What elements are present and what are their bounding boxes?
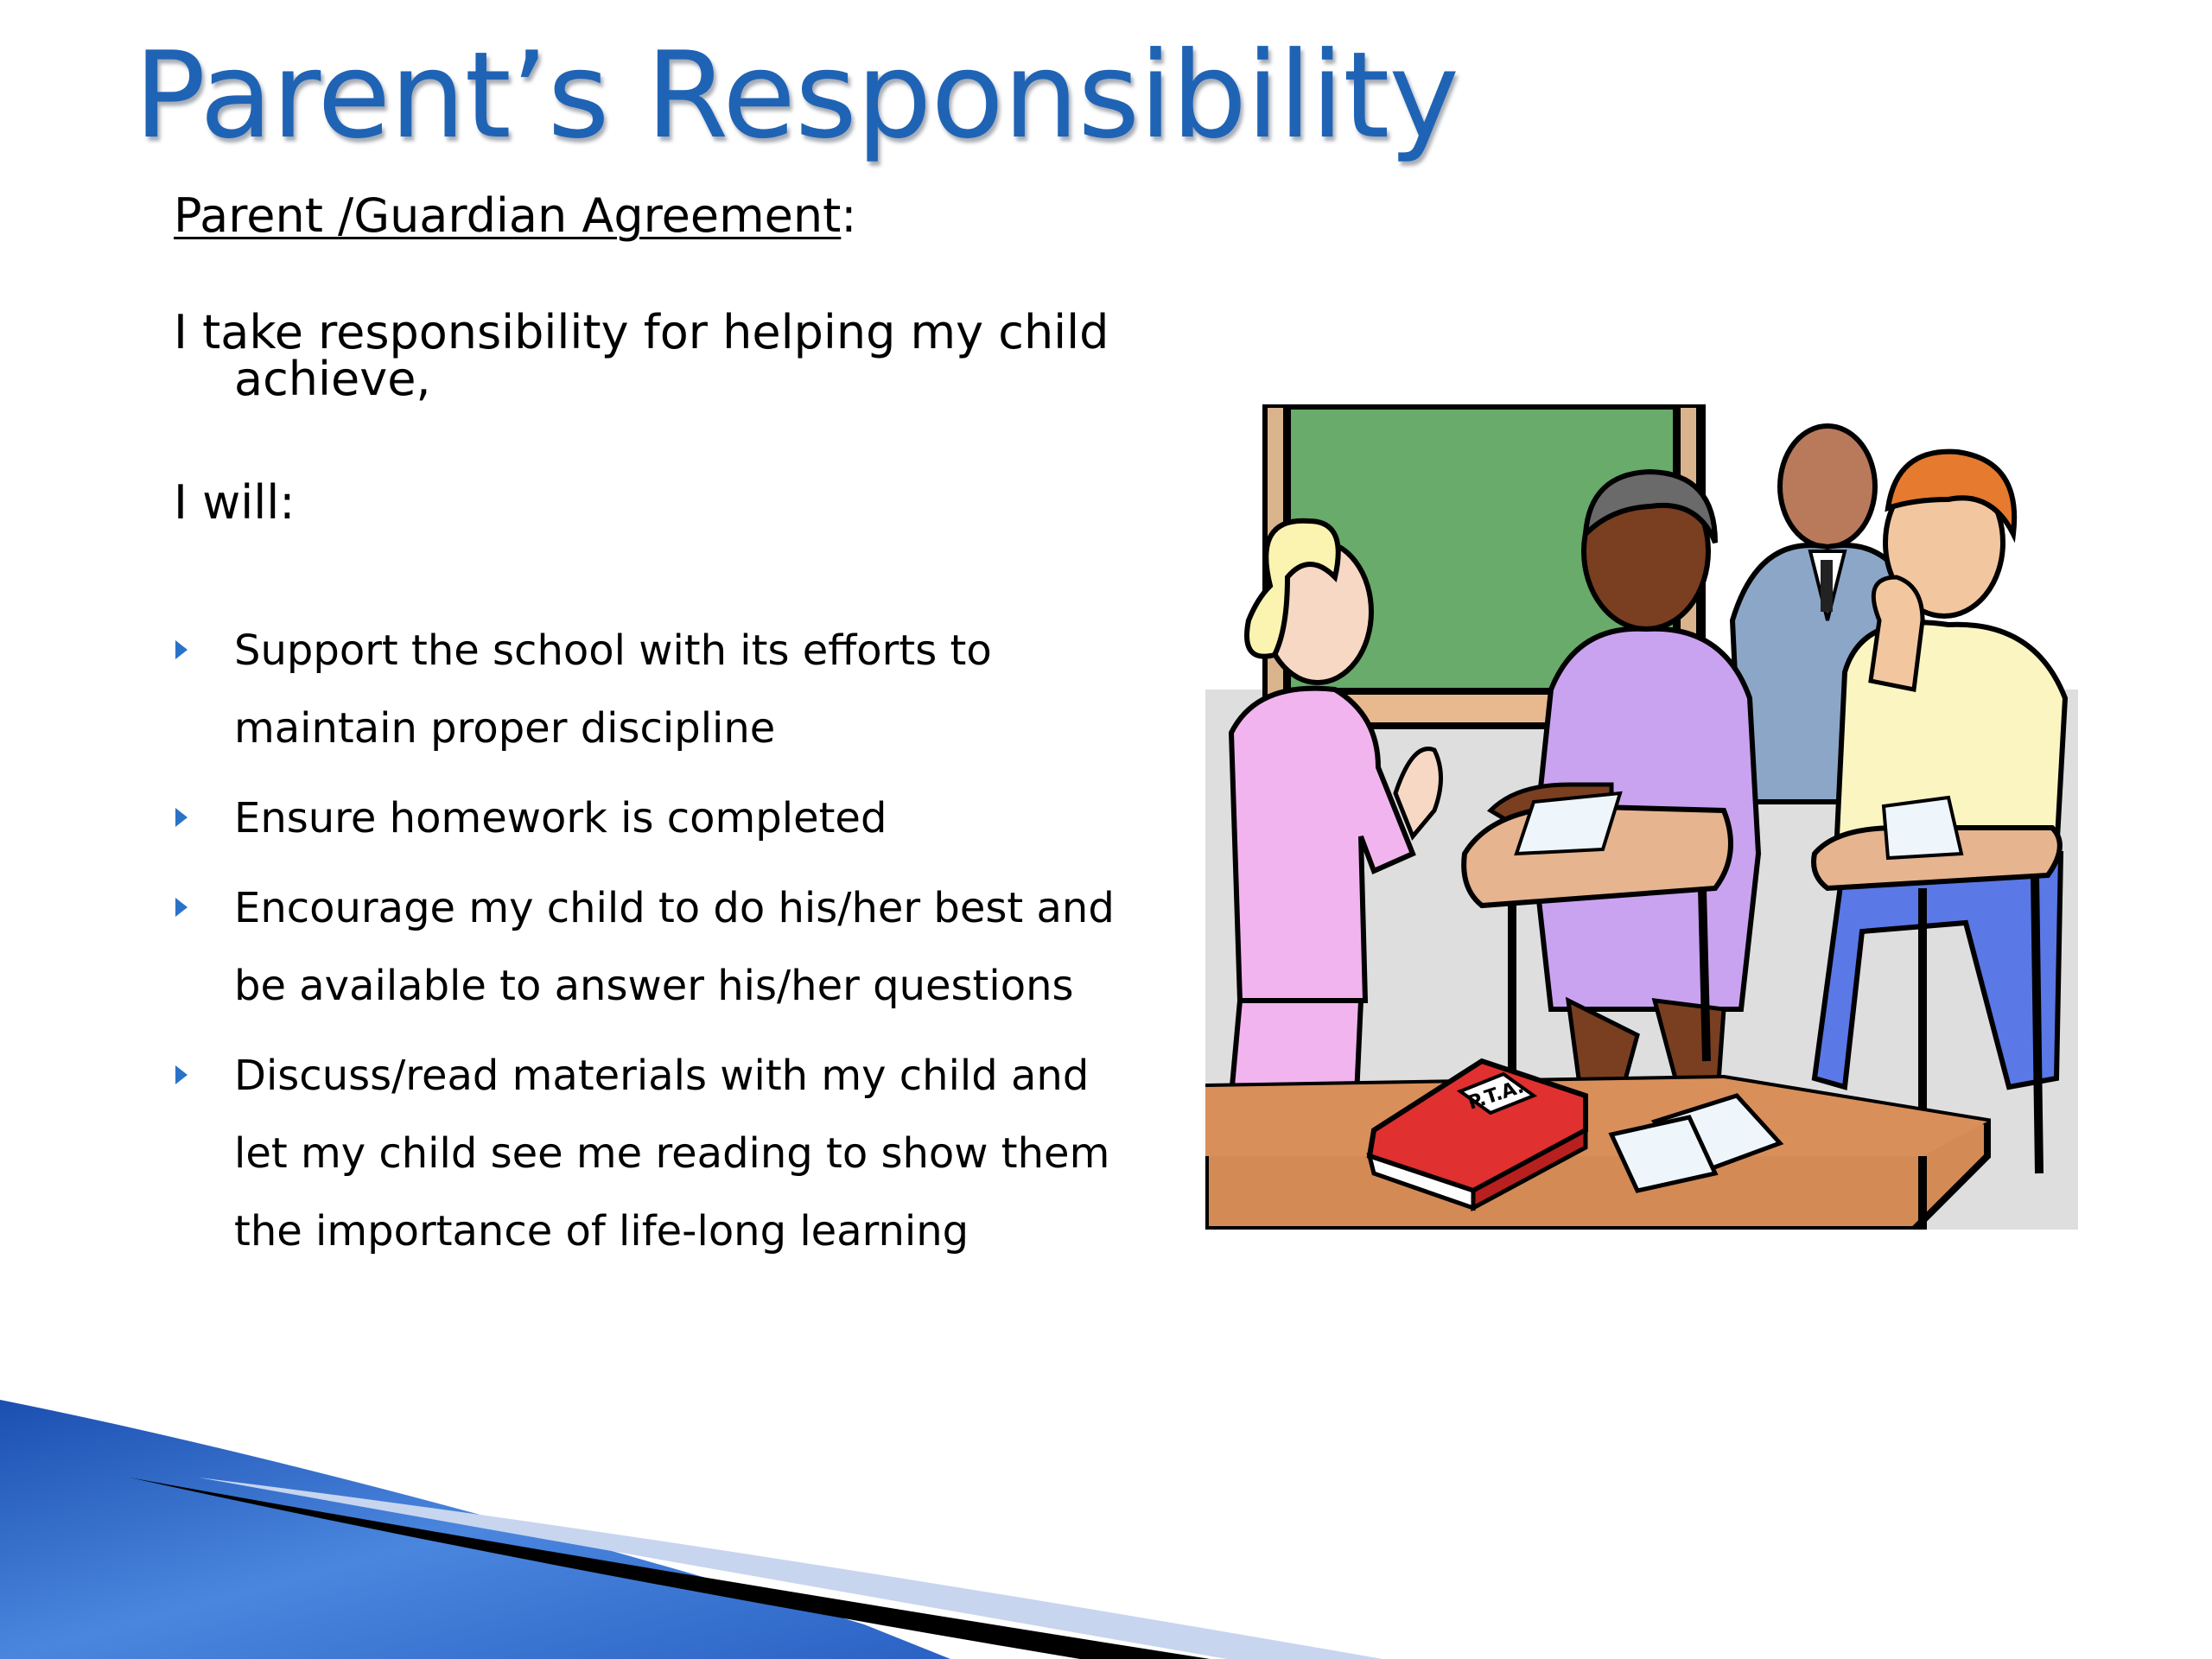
bullet-arrow-icon (175, 808, 188, 827)
responsibility-statement: I take responsibility for helping my child achieve, (174, 305, 1109, 406)
bullet-list (174, 612, 1150, 1282)
agreement-heading-text: Parent /Guardian Agreement (174, 188, 842, 243)
bullet-text: Encourage my child to do his/her best and be available to answer his/her questions (234, 884, 1115, 1010)
pta-meeting-clipart (1205, 404, 2078, 1230)
bullet-arrow-icon (175, 898, 188, 917)
bullet-item (174, 779, 1150, 857)
decorative-wave (0, 1382, 2212, 1659)
bullet-arrow-icon (175, 1065, 188, 1084)
bullet-item (174, 869, 1150, 1025)
i-will-label: I will: (174, 475, 296, 530)
slide-title: Parent’s Responsibility (134, 26, 1459, 165)
bullet-text: Support the school with its efforts to maintain proper discipline (234, 626, 992, 753)
bullet-text: Ensure homework is completed (234, 794, 887, 842)
book-label: P.T.A. (1465, 1076, 1527, 1115)
agreement-heading-colon: : (841, 188, 857, 243)
bullet-item (174, 1037, 1150, 1270)
bullet-arrow-icon (175, 640, 188, 659)
bullet-item (174, 612, 1150, 767)
bullet-text: Discuss/read materials with my child and let my child see me reading to show them the importance of life-long learning (234, 1052, 1110, 1255)
agreement-heading (174, 188, 857, 244)
